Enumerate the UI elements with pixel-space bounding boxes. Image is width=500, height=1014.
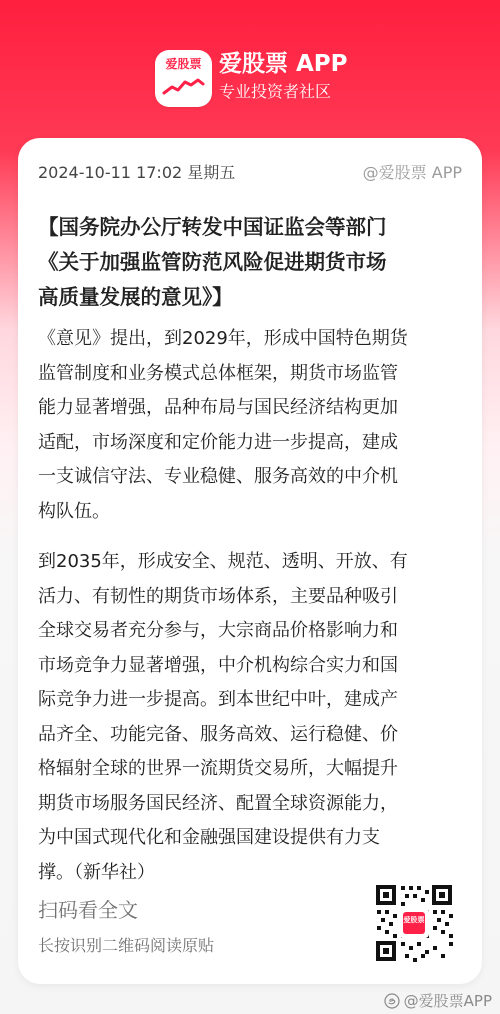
qr-logo-text: 爱股票: [403, 916, 425, 924]
brand-title: 爱股票 APP: [219, 51, 348, 77]
qr-code[interactable]: [374, 883, 454, 963]
card-footer: [18, 858, 482, 984]
brand-logo: [155, 50, 212, 107]
brand-header: [155, 50, 385, 110]
scan-label: 扫码看全文: [38, 898, 138, 922]
post-card: [18, 138, 482, 984]
watermark-text: @爱股票APP: [403, 992, 492, 1010]
brand-logo-text: 爱股票: [165, 57, 202, 71]
qr-center-logo: [399, 908, 429, 938]
post-headline: 【国务院办公厅转发中国证监会等部门 《关于加强监管防范风险促进期货市场 高质量发展的意见》】: [38, 215, 387, 309]
watermark: [384, 992, 492, 1010]
brand-subtitle: 专业投资者社区: [219, 82, 332, 101]
scan-hint: 长按识别二维码阅读原贴: [38, 936, 215, 955]
post-source: @爱股票 APP: [362, 163, 462, 182]
post-date: 2024-10-11 17:02 星期五: [38, 163, 236, 182]
post-paragraph-2: 到2035年，形成安全、规范、透明、开放、有 活力、有韧性的期货市场体系，主要品种吸引 全球交易者充分参与，大宗商品价格影响力和 市场竞争力显著增强，中介机构综合实力和国 际竞争力进一步提高。到本世纪中叶，建成产 品齐全、功能完备、服务高效、运行稳健、价 格辐射全球的世界一流期货交易所，大幅提升 期货市场服务国民经济、配置全球资源能力， 为中国式现代化和金融强国建设提供有力支 撑。（新华社）: [38, 551, 408, 883]
chart-line-icon: [162, 76, 205, 100]
qr-center-logo-inner: [403, 912, 425, 934]
post-paragraph-1: 《意见》提出，到2029年，形成中国特色期货 监管制度和业务模式总体框架，期货市场监管 能力显著增强，品种布局与国民经济结构更加 适配，市场深度和定价能力进一步提高，建成 一支诚信守法、专业稳健、服务高效的中介机 构队伍。: [38, 328, 408, 522]
weibo-icon: [384, 993, 400, 1009]
